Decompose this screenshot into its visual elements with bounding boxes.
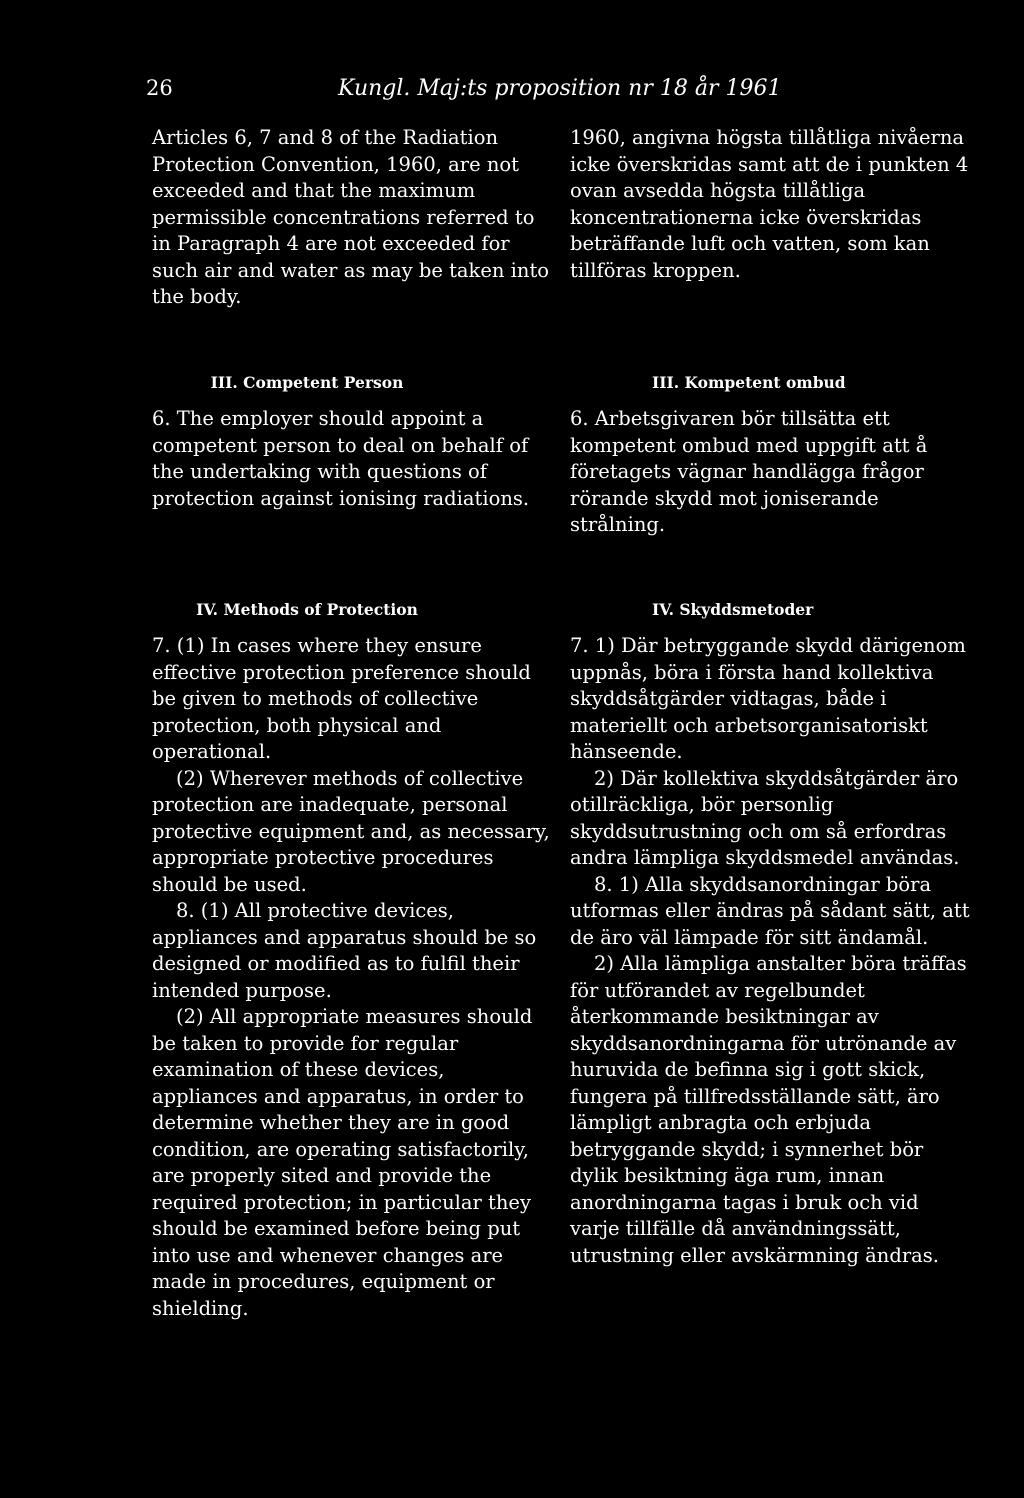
english-paragraph-8-1: 8. (1) All protective devices, appliances and apparatus should be so designed or modified as to fulfil their intended purpose. xyxy=(152,899,537,1002)
swedish-paragraph-7-1: 7. 1) Där betryggande skydd därigenom uppnås, böra i första hand kollektiva skyddsåtgärder vidtagas, både i materiellt och arbetsorganisatoriskt hänseende. xyxy=(570,634,966,763)
swedish-section-4 xyxy=(570,597,970,1269)
english-intro-block xyxy=(152,125,552,311)
page-header xyxy=(0,76,1024,116)
swedish-section-3-heading: III. Kompetent ombud xyxy=(652,373,846,392)
english-paragraph-6: 6. The employer should appoint a competent person to deal on behalf of the undertaking with questions of protection against ionising radiations. xyxy=(152,407,530,510)
swedish-intro-paragraph: 1960, angivna högsta tillåtliga nivåerna icke överskridas samt att de i punkten 4 ovan avsedda högsta tillåtliga koncentrationerna icke överskridas beträffande luft och vatten, som kan tillföras kroppen. xyxy=(570,126,969,282)
swedish-section-4-heading: IV. Skyddsmetoder xyxy=(652,600,814,619)
english-section-3 xyxy=(152,370,552,512)
english-paragraph-7-2: (2) Wherever methods of collective protection are inadequate, personal protective equipment and, as necessary, appropriate protective procedures should be used. xyxy=(152,766,550,896)
page-number: 26 xyxy=(146,76,173,100)
english-paragraph-7-1: 7. (1) In cases where they ensure effective protection preference should be given to methods of collective protection, both physical and operational. xyxy=(152,634,531,763)
english-intro-paragraph: Articles 6, 7 and 8 of the Radiation Protection Convention, 1960, are not exceeded and that the maximum permissible concentrations referred to in Paragraph 4 are not exceeded for such air and water as may be taken into the body. xyxy=(152,126,550,308)
english-section-4 xyxy=(152,597,552,1322)
swedish-paragraph-6: 6. Arbetsgivaren bör tillsätta ett kompetent ombud med uppgift att å företagets vägnar handlägga frågor rörande skydd mot joniserande strålning. xyxy=(570,407,928,536)
swedish-section-3 xyxy=(570,370,970,539)
running-title: Kungl. Maj:ts proposition nr 18 år 1961 xyxy=(338,76,782,101)
swedish-paragraph-7-2: 2) Där kollektiva skyddsåtgärder äro otillräckliga, bör personlig skyddsutrustning och om så erfordras andra lämpliga skyddsmedel användas. xyxy=(570,766,960,869)
english-paragraph-8-2: (2) All appropriate measures should be taken to provide for regular examination of these devices, appliances and apparatus, in order to determine whether they are in good condition, are operating satisfactorily, are properly sited and provide the required protection; in particular they should be examined before being put into use and whenever changes are made in procedures, equipment or shielding. xyxy=(152,1005,533,1320)
english-section-3-heading: III. Competent Person xyxy=(210,373,404,392)
english-section-4-heading: IV. Methods of Protection xyxy=(196,600,418,619)
swedish-paragraph-8-2: 2) Alla lämpliga anstalter böra träffas för utförandet av regelbundet återkommande besiktningar av skyddsanordningarna för utrönande av huruvida de befinna sig i gott skick, fungera på tillfredsställande sätt, äro lämpligt anbragta och erbjuda betryggande skydd; i synnerhet bör dylik besiktning äga rum, innan anordningarna tagas i bruk och vid varje tillfälle då användningssätt, utrustning eller avskärmning ändras. xyxy=(570,952,967,1267)
swedish-intro-block xyxy=(570,125,970,284)
swedish-paragraph-8-1: 8. 1) Alla skyddsanordningar böra utformas eller ändras på sådant sätt, att de äro väl lämpade för sitt ändamål. xyxy=(570,872,970,949)
